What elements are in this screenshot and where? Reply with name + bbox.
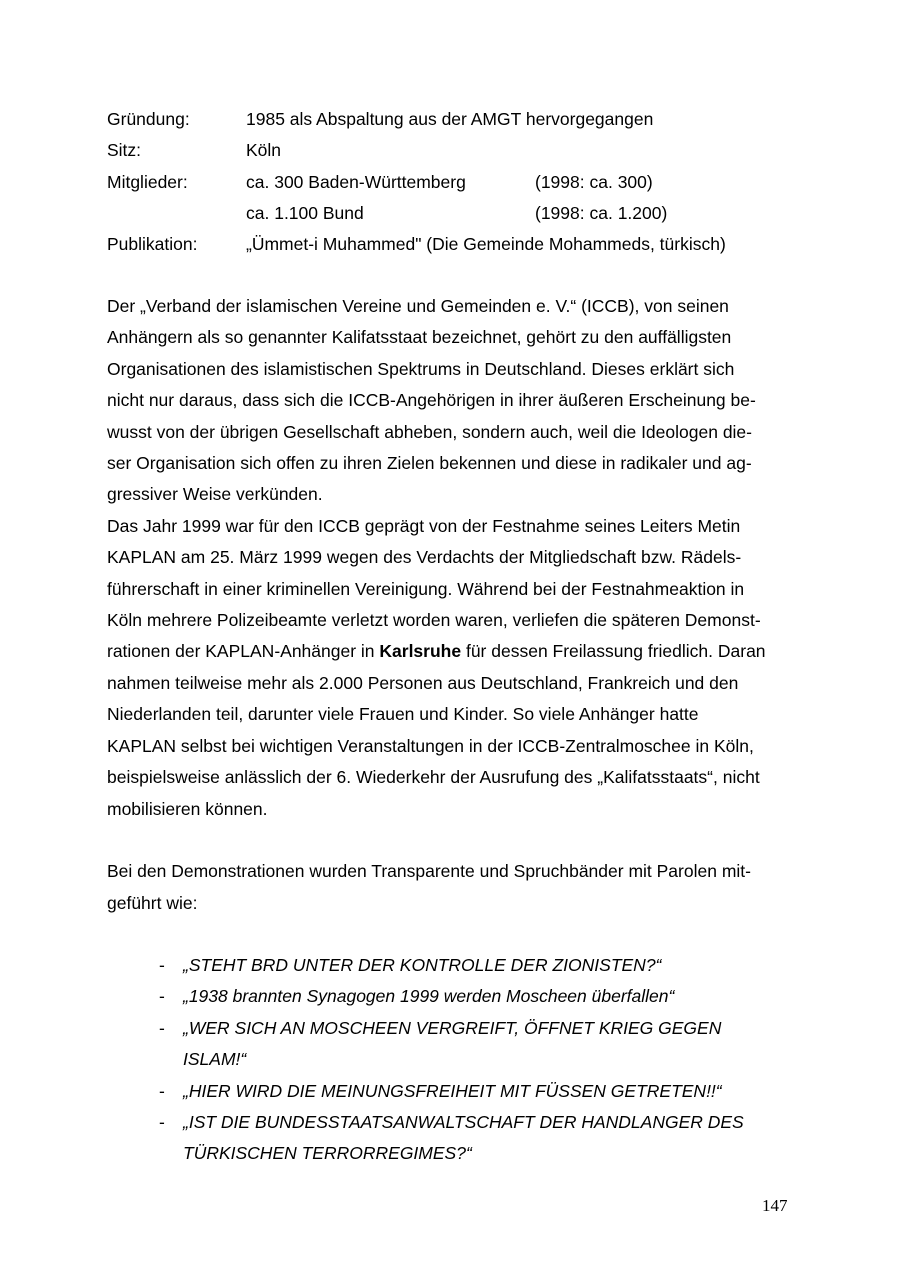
slogan-item (107, 1013, 807, 1076)
fact-value: ca. 300 Baden-Württemberg (246, 171, 466, 192)
text-line: ser Organisation sich offen zu ihren Zielen bekennen und diese in radikaler und ag- (107, 453, 752, 474)
slogan-item (107, 950, 807, 981)
list-dash: - (159, 1112, 165, 1133)
text-line: nahmen teilweise mehr als 2.000 Personen aus Deutschland, Frankreich und den (107, 672, 739, 693)
text-line: nicht nur daraus, dass sich die ICCB-Angehörigen in ihrer äußeren Erscheinung be- (107, 390, 756, 411)
text-line: KAPLAN am 25. März 1999 wegen des Verdachts der Mitgliedschaft bzw. Rädels- (107, 547, 742, 568)
text-line: KAPLAN selbst bei wichtigen Veranstaltungen in der ICCB-Zentralmoschee in Köln, (107, 735, 754, 756)
text-line: Köln mehrere Polizeibeamte verletzt worden waren, verliefen die späteren Demonst- (107, 610, 761, 631)
paragraph-intro (107, 291, 793, 511)
paragraph-demonstrations (107, 856, 793, 919)
text-line: Anhängern als so genannter Kalifatsstaat bezeichnet, gehört zu den auffälligsten (107, 327, 732, 348)
slogan-text: „STEHT BRD UNTER DER KONTROLLE DER ZIONISTEN?“ (183, 955, 662, 975)
fact-label: Mitglieder: (107, 171, 188, 192)
text-line: Bei den Demonstrationen wurden Transparente und Spruchbänder mit Parolen mit- (107, 861, 751, 882)
text-line: Niederlanden teil, darunter viele Frauen und Kinder. So viele Anhänger hatte (107, 704, 699, 725)
fact-value: ca. 1.100 Bund (246, 202, 364, 223)
text-segment: für dessen Freilassung friedlich. Daran (461, 641, 766, 662)
list-dash: - (159, 955, 165, 975)
text-line: mobilisieren können. (107, 798, 268, 819)
text-segment: rationen der KAPLAN-Anhänger in (107, 641, 380, 662)
fact-label: Publikation: (107, 234, 198, 255)
text-line: wusst von der übrigen Gesellschaft abheben, sondern auch, weil die Ideologen die- (107, 421, 752, 442)
slogan-text: „HIER WIRD DIE MEINUNGSFREIHEIT MIT FÜSSEN GETRETEN!!“ (183, 1080, 722, 1101)
fact-row-founding (107, 104, 807, 135)
bold-place-name: Karlsruhe (379, 641, 462, 662)
slogan-text: „WER SICH AN MOSCHEEN VERGREIFT, ÖFFNET KRIEG GEGEN (183, 1017, 722, 1038)
text-line: geführt wie: (107, 892, 198, 913)
fact-value: 1985 als Abspaltung aus der AMGT hervorgegangen (246, 109, 654, 129)
slogan-text: „IST DIE BUNDESSTAATSANWALTSCHAFT DER HANDLANGER DES (183, 1112, 744, 1133)
page-number: 147 (762, 1196, 788, 1215)
slogan-text: ISLAM!“ (183, 1049, 247, 1070)
text-line: Der „Verband der islamischen Vereine und Gemeinden e. V.“ (ICCB), von seinen (107, 296, 729, 316)
list-dash: - (159, 986, 165, 1007)
body-text (107, 291, 793, 919)
fact-row-members-federal (107, 198, 807, 229)
text-line: beispielsweise anlässlich der 6. Wiederkehr der Ausrufung des „Kalifatsstaats“, nicht (107, 767, 760, 788)
slogan-text: „1938 brannten Synagogen 1999 werden Moscheen überfallen“ (183, 986, 675, 1007)
fact-value: „Ümmet-i Muhammed" (Die Gemeinde Mohammeds, türkisch) (246, 234, 726, 255)
text-line: gressiver Weise verkünden. (107, 484, 323, 505)
list-dash: - (159, 1017, 165, 1038)
fact-value: Köln (246, 140, 282, 161)
fact-row-publication (107, 229, 807, 260)
paragraph-1999 (107, 511, 793, 825)
slogan-text: TÜRKISCHEN TERRORREGIMES?“ (183, 1143, 472, 1164)
fact-extra: (1998: ca. 300) (535, 171, 653, 192)
fact-table (107, 104, 807, 260)
text-line: führerschaft in einer kriminellen Vereinigung. Während bei der Festnahmeaktion in (107, 578, 745, 599)
fact-label: Gründung: (107, 109, 190, 129)
text-line: Das Jahr 1999 war für den ICCB geprägt von der Festnahme seines Leiters Metin (107, 515, 741, 536)
fact-row-members (107, 167, 807, 198)
fact-extra: (1998: ca. 1.200) (535, 202, 668, 223)
slogan-item (107, 1107, 807, 1170)
fact-label: Sitz: (107, 140, 142, 161)
list-dash: - (159, 1080, 165, 1101)
slogan-item (107, 981, 807, 1012)
fact-row-seat (107, 135, 807, 166)
slogan-list (107, 950, 807, 1170)
slogan-item (107, 1076, 807, 1107)
text-line (107, 636, 793, 667)
text-line: Organisationen des islamistischen Spektrums in Deutschland. Dieses erklärt sich (107, 358, 735, 379)
paragraph-spacer (107, 825, 793, 856)
